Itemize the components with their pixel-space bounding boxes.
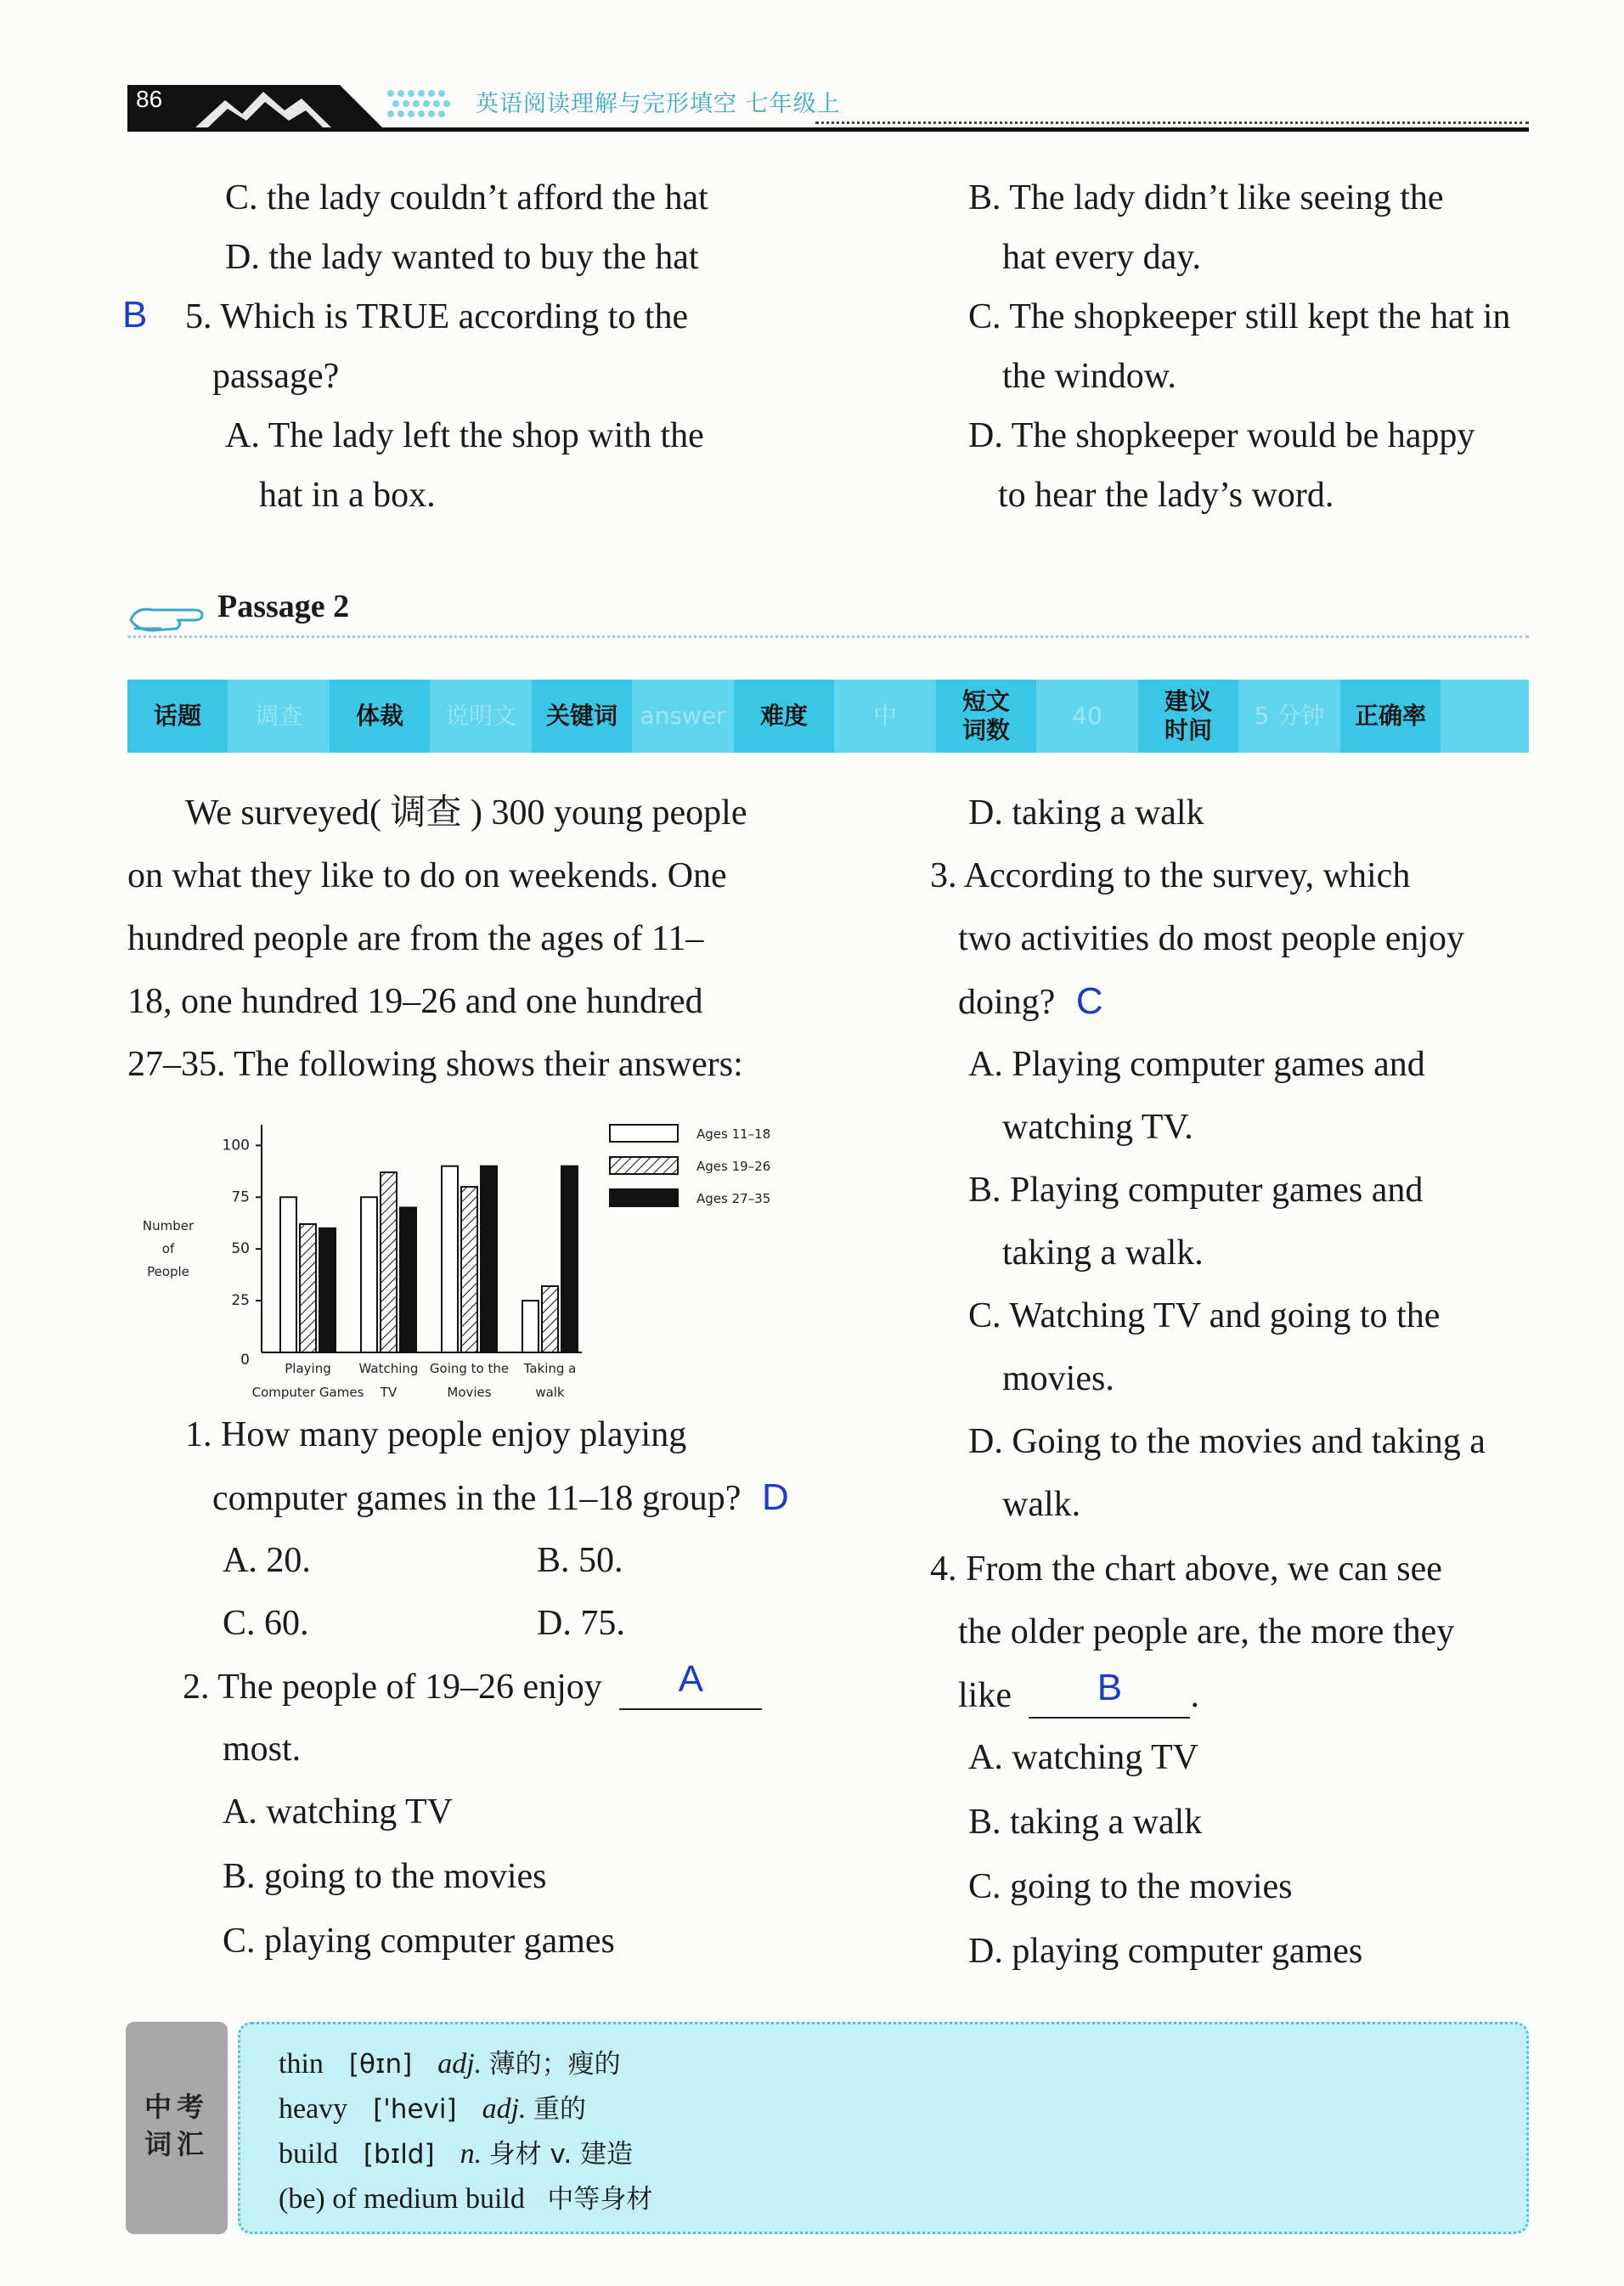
q4-answer: B: [1097, 1667, 1123, 1708]
vocab-item-thin: [279, 2046, 621, 2083]
q5-option-a-2: hat in a box.: [259, 476, 436, 515]
bar: [561, 1166, 578, 1352]
bar: [319, 1228, 336, 1352]
book-title: 英语阅读理解与完形填空 七年级上: [476, 91, 841, 117]
q3-option-c-2: movies.: [1002, 1359, 1114, 1398]
legend-swatch: [610, 1189, 678, 1206]
q2-answer: A: [678, 1658, 703, 1700]
q3-option-b-1: B. Playing computer games and: [968, 1171, 1424, 1210]
x-category-label: Going to the: [429, 1361, 510, 1376]
x-category-label: Movies: [447, 1385, 492, 1400]
vocab-meaning: 重的: [533, 2094, 587, 2125]
vocab-pos: adj.: [437, 2048, 482, 2080]
vocab-pos: n.: [460, 2138, 482, 2170]
vocab-word: thin: [279, 2048, 324, 2080]
legend-label: Ages 11–18: [696, 1126, 771, 1142]
info-difficulty-value: 中: [872, 702, 897, 730]
passage-line-2: on what they like to do on weekends. One: [127, 856, 727, 895]
chart-bars: [280, 1166, 578, 1352]
info-time-value: 5 分钟: [1254, 702, 1325, 730]
q3-stem-3: [958, 980, 1103, 1024]
bar: [400, 1207, 416, 1352]
bar: [481, 1166, 497, 1352]
page-number: 86: [136, 86, 163, 112]
passage-line-3: hundred people are from the ages of 11–: [127, 919, 704, 958]
x-category-label: walk: [535, 1385, 565, 1400]
q4-blank: [1029, 1667, 1190, 1719]
q5-option-a-1: A. The lady left the shop with the: [225, 416, 704, 455]
legend-swatch: [610, 1157, 678, 1174]
passage-title: Passage 2: [217, 589, 350, 624]
info-topic-value: 调查: [254, 702, 302, 730]
q2-blank: [619, 1658, 762, 1710]
svg-text:Number: Number: [142, 1218, 195, 1233]
q2-option-a: A. watching TV: [223, 1792, 454, 1832]
q3-option-d-2: walk.: [1002, 1485, 1081, 1524]
vocab-tab-label: 中考 词汇: [144, 2091, 209, 2160]
legend-label: Ages 19–26: [696, 1159, 771, 1174]
bar: [461, 1187, 477, 1352]
bar: [361, 1197, 377, 1352]
q1-stem-2-text: computer games in the 11–18 group?: [212, 1479, 742, 1518]
bar: [300, 1224, 316, 1352]
q4-option-b: B. taking a walk: [968, 1803, 1203, 1842]
q5-option-c-1: C. The shopkeeper still kept the hat in: [968, 297, 1511, 336]
info-accuracy-value: [1441, 680, 1529, 753]
q2-stem-text: 2. The people of 19–26 enjoy: [183, 1668, 602, 1707]
info-genre-value: 说明文: [444, 702, 516, 730]
x-category-label: Watching: [358, 1361, 419, 1376]
q4-stem-3-text: like: [958, 1676, 1012, 1715]
x-category-label: Playing: [285, 1361, 331, 1376]
option-c-prev: C. the lady couldn’t afford the hat: [225, 178, 708, 217]
q3-option-d-1: D. Going to the movies and taking a: [968, 1422, 1486, 1461]
vocab-meaning: 薄的；瘦的: [488, 2049, 621, 2080]
y-tick-label: 0: [240, 1352, 250, 1369]
vocab-item-heavy: [279, 2091, 586, 2128]
info-accuracy-label: 正确率: [1340, 680, 1441, 753]
passage-dotted-rule: [127, 635, 1529, 638]
vocab-meaning: 身材 v. 建造: [488, 2139, 634, 2170]
vocab-pos: adj.: [482, 2093, 527, 2125]
q4-option-a: A. watching TV: [968, 1738, 1199, 1777]
info-difficulty-label: 难度: [734, 680, 834, 753]
info-time-label: 建议 时间: [1138, 680, 1238, 753]
q2-stem-2: most.: [223, 1730, 302, 1769]
x-category-label: Computer Games: [251, 1385, 364, 1400]
q1-stem-1: 1. How many people enjoy playing: [185, 1415, 687, 1454]
q3-stem-3-text: doing?: [958, 983, 1056, 1022]
bar: [381, 1172, 397, 1352]
passage-line-5: 27–35. The following shows their answers:: [127, 1045, 743, 1084]
vocab-meaning: 中等身材: [547, 2184, 653, 2215]
vocab-word: (be) of medium build: [279, 2183, 525, 2215]
q3-stem-2: two activities do most people enjoy: [958, 919, 1465, 958]
q1-answer: D: [761, 1476, 789, 1518]
q5-option-d-2: to hear the lady’s word.: [998, 476, 1334, 515]
q3-option-a-2: watching TV.: [1002, 1108, 1193, 1147]
q3-option-a-1: A. Playing computer games and: [968, 1045, 1425, 1084]
vocab-item-medium-build: [279, 2181, 652, 2218]
q3-option-c-1: C. Watching TV and going to the: [968, 1296, 1441, 1335]
q1-stem-2: [212, 1476, 789, 1520]
legend-label: Ages 27–35: [696, 1191, 771, 1206]
y-axis-label: [143, 1218, 195, 1279]
vocab-phonetic: ['hevi]: [373, 2094, 457, 2125]
q3-option-b-2: taking a walk.: [1002, 1233, 1204, 1273]
info-wordcount-label: 短文 词数: [936, 680, 1036, 753]
bar: [442, 1166, 458, 1352]
header-dotted-rule: [815, 121, 1529, 124]
survey-bar-chart: [127, 1113, 807, 1402]
q3-stem-1: 3. According to the survey, which: [930, 856, 1411, 895]
passage-line-1: We surveyed( 调查 ) 300 young people: [185, 793, 747, 833]
y-tick-label: 100: [222, 1137, 250, 1154]
info-keyword-value: answer: [640, 702, 726, 730]
q5-stem-2: passage?: [212, 357, 340, 396]
vocab-word: build: [279, 2138, 338, 2170]
bar: [542, 1286, 558, 1352]
legend-swatch: [610, 1125, 678, 1142]
vocab-phonetic: [θɪn]: [348, 2049, 413, 2080]
svg-text:People: People: [147, 1264, 189, 1279]
q4-stem-3: like B .: [958, 1674, 1199, 1719]
info-topic-label: 话题: [127, 680, 228, 753]
q2-option-b: B. going to the movies: [223, 1857, 547, 1896]
x-category-label: TV: [380, 1385, 398, 1400]
vocab-item-build: [279, 2136, 633, 2173]
q3-answer: C: [1075, 980, 1103, 1022]
header-rule: [127, 127, 1529, 132]
q2-option-d: D. taking a walk: [968, 793, 1204, 833]
passage-line-4: 18, one hundred 19–26 and one hundred: [127, 982, 703, 1021]
y-tick-label: 25: [231, 1292, 250, 1310]
q1-option-a: A. 20.: [223, 1541, 311, 1580]
option-d-prev: D. the lady wanted to buy the hat: [225, 238, 699, 277]
info-keyword-label: 关键词: [532, 680, 632, 753]
chart-legend: [610, 1125, 770, 1206]
info-genre-label: 体裁: [330, 680, 430, 753]
vocab-phonetic: [bɪld]: [363, 2139, 435, 2170]
q4-option-d: D. playing computer games: [968, 1932, 1363, 1971]
q5-stem-1: 5. Which is TRUE according to the: [185, 297, 689, 336]
q1-option-d: D. 75.: [537, 1604, 625, 1643]
passage-info-bar: [127, 680, 1529, 753]
bar: [280, 1197, 296, 1352]
y-tick-label: 50: [231, 1240, 250, 1258]
x-category-label: Taking a: [523, 1361, 577, 1376]
q5-option-c-2: the window.: [1002, 357, 1176, 396]
q4-stem-2: the older people are, the more they: [958, 1612, 1455, 1651]
svg-text:of: of: [161, 1241, 175, 1256]
q1-option-c: C. 60.: [223, 1604, 309, 1643]
q2-stem-1: [183, 1658, 762, 1710]
q4-stem-1: 4. From the chart above, we can see: [930, 1549, 1442, 1589]
q5-option-b-2: hat every day.: [1002, 238, 1201, 277]
y-tick-label: 75: [231, 1188, 250, 1206]
q5-option-d-1: D. The shopkeeper would be happy: [968, 416, 1475, 455]
vocab-word: heavy: [279, 2093, 348, 2125]
bar: [522, 1301, 539, 1352]
q4-option-c: C. going to the movies: [968, 1867, 1293, 1906]
pointing-hand-icon: [127, 595, 212, 637]
q2-option-c: C. playing computer games: [223, 1922, 615, 1961]
q5-option-b-1: B. The lady didn’t like seeing the: [968, 178, 1444, 217]
q1-option-b: B. 50.: [537, 1541, 623, 1580]
q5-answer: B: [122, 294, 148, 336]
info-wordcount-value: 40: [1072, 702, 1102, 730]
